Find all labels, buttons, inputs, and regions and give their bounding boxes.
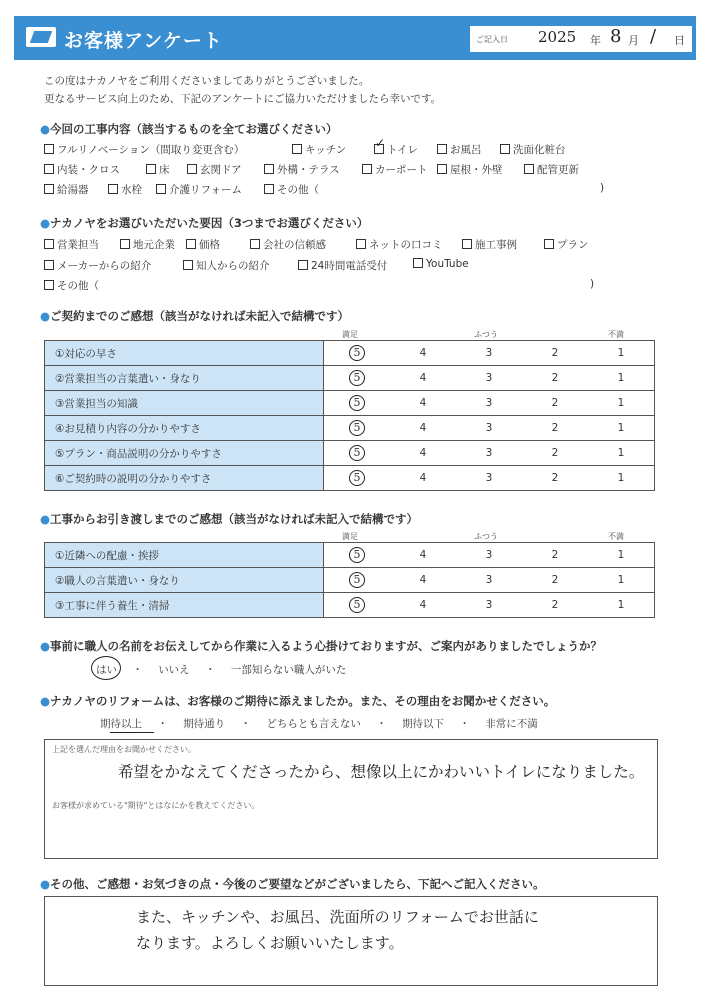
selected-score: 5	[349, 345, 365, 361]
rating-label: ②営業担当の言葉遣い・身なり	[45, 366, 324, 391]
rating-cell-2[interactable]	[522, 466, 588, 491]
checkbox[interactable]	[544, 239, 554, 249]
date-month: 8	[610, 26, 622, 47]
company-logo	[26, 27, 56, 47]
q6-title: ●ナカノヤのリフォームは、お客様のご期待に添えましたか。また、その理由をお聞かせください。	[40, 694, 556, 708]
option-label: YouTube	[426, 258, 469, 270]
rating-cell-4[interactable]	[390, 593, 456, 618]
rating-label: ①近隣への配慮・挨拶	[45, 543, 324, 568]
q2-option[interactable]	[44, 278, 99, 293]
rating-cell-2[interactable]	[522, 568, 588, 593]
checkbox[interactable]	[120, 239, 130, 249]
option-label: 床	[159, 164, 170, 176]
rating-cell-1[interactable]	[588, 593, 655, 618]
rating-label: ①対応の早さ	[45, 341, 324, 366]
year-unit: 年	[590, 34, 601, 47]
rating-cell-1[interactable]	[588, 441, 655, 466]
q6-selected-mark	[110, 728, 154, 733]
q2-option[interactable]	[250, 237, 326, 252]
q2-option[interactable]	[413, 258, 469, 270]
score-label: 2	[551, 549, 559, 561]
scale-low: 不満	[608, 330, 624, 339]
rating-cell-5[interactable]	[324, 543, 391, 568]
option-label: 屋根・外壁	[450, 164, 503, 176]
rating-cell-4[interactable]	[390, 568, 456, 593]
checkbox[interactable]	[186, 239, 196, 249]
score-label: 1	[617, 372, 625, 384]
q2-option[interactable]	[44, 237, 99, 252]
score-label: 1	[617, 472, 625, 484]
option-label: 地元企業	[133, 239, 175, 251]
q7-answer-line-2: なります。よろしくお願いいたします。	[136, 934, 404, 952]
checkbox[interactable]	[298, 260, 308, 270]
q5-selected-circle	[91, 656, 121, 680]
score-label: 3	[485, 422, 493, 434]
score-label: 1	[617, 422, 625, 434]
q2-option[interactable]	[298, 258, 387, 273]
option-label: 施工事例	[475, 239, 517, 251]
q2-title: ●ナカノヤをお選びいただいた要因（3つまでお選びください）	[40, 216, 369, 230]
rating-cell-5[interactable]	[324, 341, 391, 366]
q1-option[interactable]	[292, 142, 346, 157]
rating-cell-5[interactable]	[324, 441, 391, 466]
rating-cell-1[interactable]	[588, 568, 655, 593]
option-label: カーポート	[375, 164, 428, 176]
rating-cell-3[interactable]	[456, 366, 522, 391]
q7-answer-line-1: また、キッチンや、お風呂、洗面所のリフォームでお世話に	[136, 908, 539, 926]
q1-option[interactable]	[437, 142, 482, 157]
score-label: 4	[419, 422, 427, 434]
score-label: 4	[419, 447, 427, 459]
score-label: 2	[551, 372, 559, 384]
rating-cell-2[interactable]	[522, 593, 588, 618]
scale-low: 不満	[608, 532, 624, 541]
score-label: 2	[551, 447, 559, 459]
rating-cell-2[interactable]	[522, 441, 588, 466]
option-label: メーカーからの紹介	[57, 260, 152, 272]
q6-option-meets[interactable]: 期待通り	[183, 718, 226, 730]
selected-score: 5	[349, 370, 365, 386]
score-label: 3	[485, 574, 493, 586]
option-label: 内装・クロス	[57, 164, 120, 176]
checkbox[interactable]	[187, 164, 197, 174]
selected-score: 5	[349, 470, 365, 486]
q6-option-below[interactable]: 期待以下	[402, 718, 445, 730]
checkbox[interactable]	[44, 280, 54, 290]
rating-row	[45, 416, 655, 441]
rating-cell-5[interactable]	[324, 568, 391, 593]
rating-cell-2[interactable]	[522, 341, 588, 366]
header-bar	[14, 16, 696, 60]
rating-cell-3[interactable]	[456, 441, 522, 466]
q6-option-above[interactable]: 期待以上	[100, 718, 142, 730]
q1-option[interactable]	[146, 162, 170, 177]
rating-cell-4[interactable]	[390, 416, 456, 441]
rating-label: ④お見積り内容の分かりやすさ	[45, 416, 324, 441]
rating-row	[45, 466, 655, 491]
score-label: 3	[485, 447, 493, 459]
checkbox[interactable]	[292, 144, 302, 154]
q4-rating-table	[44, 542, 655, 618]
rating-cell-3[interactable]	[456, 416, 522, 441]
rating-cell-4[interactable]	[390, 543, 456, 568]
rating-label: ⑤プラン・商品説明の分かりやすさ	[45, 441, 324, 466]
rating-label: ②職人の言葉遣い・身なり	[45, 568, 324, 593]
checkmark: ✓	[375, 136, 386, 150]
scale-mid: ふつう	[474, 532, 498, 541]
month-unit: 月	[628, 34, 639, 47]
rating-cell-4[interactable]	[390, 366, 456, 391]
score-label: 3	[485, 472, 493, 484]
rating-row	[45, 593, 655, 618]
rating-cell-5[interactable]	[324, 593, 391, 618]
checkbox[interactable]	[437, 144, 447, 154]
checkbox[interactable]	[500, 144, 510, 154]
score-label: 2	[551, 397, 559, 409]
checkbox[interactable]	[250, 239, 260, 249]
score-label: 1	[617, 347, 625, 359]
score-label: 1	[617, 549, 625, 561]
rating-cell-3[interactable]	[456, 466, 522, 491]
q4-title: ●工事からお引き渡しまでのご感想（該当がなければ未記入で結構です）	[40, 512, 419, 526]
checkbox[interactable]	[146, 164, 156, 174]
rating-row	[45, 543, 655, 568]
q2-option[interactable]	[356, 237, 443, 252]
rating-cell-3[interactable]	[456, 391, 522, 416]
rating-row	[45, 441, 655, 466]
score-label: 1	[617, 599, 625, 611]
checkbox[interactable]	[108, 184, 118, 194]
q6-expect-prompt: お客様が求めている"期待"とはなにかを教えてください。	[52, 801, 260, 810]
selected-score: 5	[349, 597, 365, 613]
q3-title: ●ご契約までのご感想（該当がなければ未記入で結構です）	[40, 309, 350, 323]
rating-cell-1[interactable]	[588, 391, 655, 416]
q6-reason-box[interactable]	[44, 739, 658, 859]
q2-option[interactable]	[186, 237, 220, 252]
rating-cell-3[interactable]	[456, 543, 522, 568]
q6-reason-answer: 希望をかなえてくださったから、想像以上にかわいいトイレになりました。	[118, 763, 645, 781]
score-label: 4	[419, 549, 427, 561]
q1-option[interactable]	[524, 162, 579, 177]
date-field[interactable]	[470, 26, 692, 52]
q5-options: はい ・ いいえ ・ 一部知らない職人がいた	[96, 664, 347, 676]
date-label: ご記入日	[476, 35, 508, 44]
intro-text	[44, 72, 441, 108]
q2-option[interactable]	[544, 237, 589, 252]
rating-cell-4[interactable]	[390, 391, 456, 416]
option-label: 外構・テラス	[277, 164, 340, 176]
score-label: 4	[419, 599, 427, 611]
q1-option[interactable]	[44, 162, 120, 177]
q1-option[interactable]	[500, 142, 566, 157]
checkbox[interactable]	[44, 144, 54, 154]
rating-label: ③営業担当の知識	[45, 391, 324, 416]
q1-option[interactable]	[264, 182, 319, 197]
option-label: 玄関ドア	[200, 164, 242, 176]
q5-option-partial[interactable]: 一部知らない職人がいた	[230, 664, 347, 676]
selected-score: 5	[349, 547, 365, 563]
q7-title: ●その他、ご感想・お気づきの点・今後のご要望などがございましたら、下記へご記入ください。	[40, 877, 545, 891]
q2-option[interactable]	[120, 237, 175, 252]
q6-option-very-bad[interactable]: 非常に不満	[485, 718, 538, 730]
rating-cell-4[interactable]	[390, 441, 456, 466]
score-label: 1	[617, 447, 625, 459]
scale-high: 満足	[342, 532, 358, 541]
option-label: その他（	[277, 184, 319, 196]
checkbox[interactable]	[44, 164, 54, 174]
rating-cell-1[interactable]	[588, 416, 655, 441]
checkbox[interactable]	[524, 164, 534, 174]
q1-option[interactable]	[437, 162, 503, 177]
score-label: 2	[551, 599, 559, 611]
option-label: お風呂	[450, 144, 482, 156]
intro-line: 更なるサービス向上のため、下記のアンケートにご協力いただけましたら幸いです。	[44, 93, 442, 105]
score-label: 1	[617, 574, 625, 586]
rating-cell-1[interactable]	[588, 466, 655, 491]
close-paren: )	[590, 278, 595, 290]
option-label: 介護リフォーム	[169, 184, 242, 196]
intro-line: この度はナカノヤをご利用くださいましてありがとうございました。	[44, 75, 370, 87]
q3-rating-table	[44, 340, 655, 491]
rating-cell-1[interactable]	[588, 366, 655, 391]
q2-option[interactable]	[44, 258, 151, 273]
q1-option[interactable]	[108, 182, 142, 197]
rating-row	[45, 391, 655, 416]
option-label: キッチン	[305, 144, 347, 156]
score-label: 4	[419, 347, 427, 359]
option-label: 配管更新	[537, 164, 579, 176]
rating-cell-2[interactable]	[522, 366, 588, 391]
rating-cell-4[interactable]	[390, 466, 456, 491]
date-slash: /	[650, 26, 657, 47]
option-label: 営業担当	[57, 239, 99, 251]
q1-option[interactable]	[156, 182, 242, 197]
option-label: トイレ	[387, 144, 418, 156]
checkbox[interactable]	[462, 239, 472, 249]
q5-option-yes[interactable]: はい	[96, 664, 117, 676]
checkbox[interactable]	[183, 260, 193, 270]
score-label: 2	[551, 347, 559, 359]
score-label: 2	[551, 422, 559, 434]
rating-cell-3[interactable]	[456, 568, 522, 593]
checkbox[interactable]	[264, 164, 274, 174]
rating-label: ⑥ご契約時の説明の分かりやすさ	[45, 466, 324, 491]
selected-score: 5	[349, 572, 365, 588]
q2-option[interactable]	[462, 237, 517, 252]
selected-score: 5	[349, 420, 365, 436]
rating-row	[45, 366, 655, 391]
option-label: 会社の信頼感	[263, 239, 326, 251]
date-year: 2025	[538, 28, 577, 46]
rating-cell-1[interactable]	[588, 341, 655, 366]
checkbox[interactable]	[437, 164, 447, 174]
checkbox[interactable]	[356, 239, 366, 249]
option-label: プラン	[557, 239, 589, 251]
option-label: 価格	[199, 239, 220, 251]
option-label: 知人からの紹介	[196, 260, 270, 272]
rating-cell-4[interactable]	[390, 341, 456, 366]
checkbox[interactable]	[156, 184, 166, 194]
option-label: 水栓	[121, 184, 142, 196]
rating-cell-5[interactable]	[324, 466, 391, 491]
q5-option-no[interactable]: いいえ	[158, 664, 190, 676]
score-label: 3	[485, 347, 493, 359]
score-label: 3	[485, 599, 493, 611]
scale-high: 満足	[342, 330, 358, 339]
option-label: フルリノベーション（間取り変更含む）	[57, 144, 245, 156]
option-label: その他（	[57, 280, 99, 292]
score-label: 2	[551, 472, 559, 484]
score-label: 3	[485, 549, 493, 561]
q5-title: ●事前に職人の名前をお伝えしてから作業に入るよう心掛けておりますが、ご案内がありましたでしょうか？	[40, 639, 603, 653]
scale-mid: ふつう	[474, 330, 498, 339]
checkbox[interactable]	[44, 184, 54, 194]
page-title: お客様アンケート	[64, 30, 223, 52]
q6-options: 期待以上 ・ 期待通り ・ どちらとも言えない ・ 期待以下 ・ 非常に不満	[100, 718, 538, 730]
option-label: ネットの口コミ	[369, 239, 443, 251]
rating-cell-5[interactable]	[324, 391, 391, 416]
q1-option[interactable]	[187, 162, 242, 177]
rating-cell-2[interactable]	[522, 416, 588, 441]
q1-option[interactable]	[44, 182, 89, 197]
rating-label: ③工事に伴う養生・清掃	[45, 593, 324, 618]
q1-option[interactable]	[44, 142, 244, 157]
score-label: 1	[617, 397, 625, 409]
q6-reason-prompt: 上記を選んだ理由をお聞かせください。	[52, 745, 196, 754]
score-label: 3	[485, 372, 493, 384]
score-label: 4	[419, 397, 427, 409]
option-label: 24時間電話受付	[311, 260, 388, 272]
selected-score: 5	[349, 395, 365, 411]
selected-score: 5	[349, 445, 365, 461]
checkbox[interactable]	[362, 164, 372, 174]
rating-cell-5[interactable]	[324, 366, 391, 391]
score-label: 4	[419, 574, 427, 586]
checkbox[interactable]	[44, 239, 54, 249]
score-label: 4	[419, 372, 427, 384]
checkbox[interactable]	[44, 260, 54, 270]
q6-option-neutral[interactable]: どちらとも言えない	[266, 718, 361, 730]
option-label: 給湯器	[57, 184, 89, 196]
rating-cell-2[interactable]	[522, 391, 588, 416]
score-label: 2	[551, 574, 559, 586]
score-label: 3	[485, 397, 493, 409]
rating-cell-3[interactable]	[456, 593, 522, 618]
rating-row	[45, 341, 655, 366]
checkbox[interactable]	[264, 184, 274, 194]
checkbox[interactable]	[413, 258, 423, 268]
day-unit: 日	[674, 34, 685, 47]
close-paren: )	[600, 182, 605, 194]
rating-cell-2[interactable]	[522, 543, 588, 568]
rating-row	[45, 568, 655, 593]
rating-cell-5[interactable]	[324, 416, 391, 441]
q1-option[interactable]	[362, 162, 428, 177]
q2-option[interactable]	[183, 258, 270, 273]
rating-cell-1[interactable]	[588, 543, 655, 568]
option-label: 洗面化粧台	[513, 144, 566, 156]
score-label: 4	[419, 472, 427, 484]
q1-option[interactable]	[264, 162, 340, 177]
rating-cell-3[interactable]	[456, 341, 522, 366]
q1-title: ●今回の工事内容（該当するものを全てお選びください）	[40, 122, 338, 136]
